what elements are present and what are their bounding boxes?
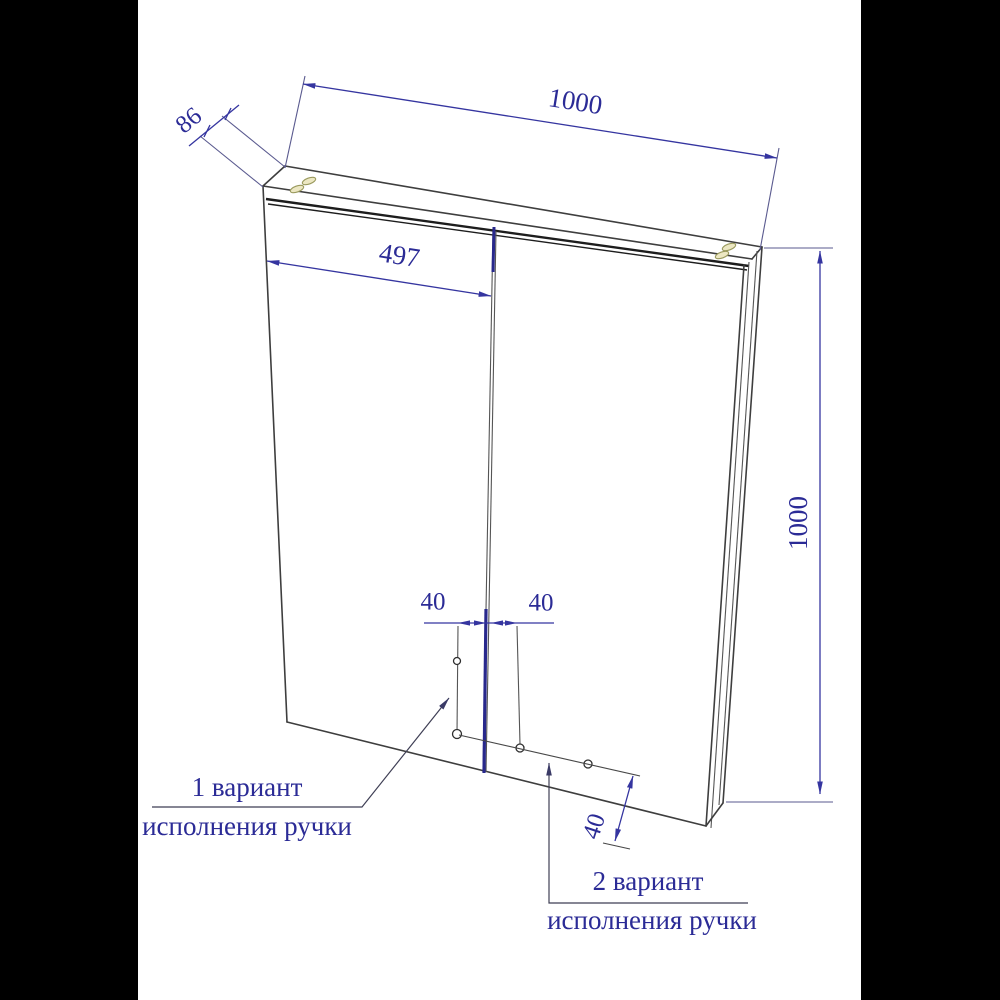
handle-offset-right-value: 40 [528,589,554,617]
height-value: 1000 [783,496,814,550]
handle-offset-left-value: 40 [420,588,446,616]
variant2-text-line1: 2 вариант [592,866,704,897]
variant1-text-line2: исполнения ручки [142,811,352,842]
drawing-sheet [138,0,861,1000]
top-width-value: 1000 [546,82,605,121]
door-divider-highlight-top [493,227,494,272]
variant1-text-line1: 1 вариант [191,772,303,803]
handle-hole-variant1-upper [454,658,461,665]
variant2-text-line2: исполнения ручки [547,905,757,936]
depth-value: 86 [170,102,208,139]
handle-hole-variant1-lower [453,730,462,739]
handle-offset-bottom-value: 40 [577,810,612,843]
door-divider-highlight-bottom [484,609,486,773]
door-width-value: 497 [377,237,422,274]
